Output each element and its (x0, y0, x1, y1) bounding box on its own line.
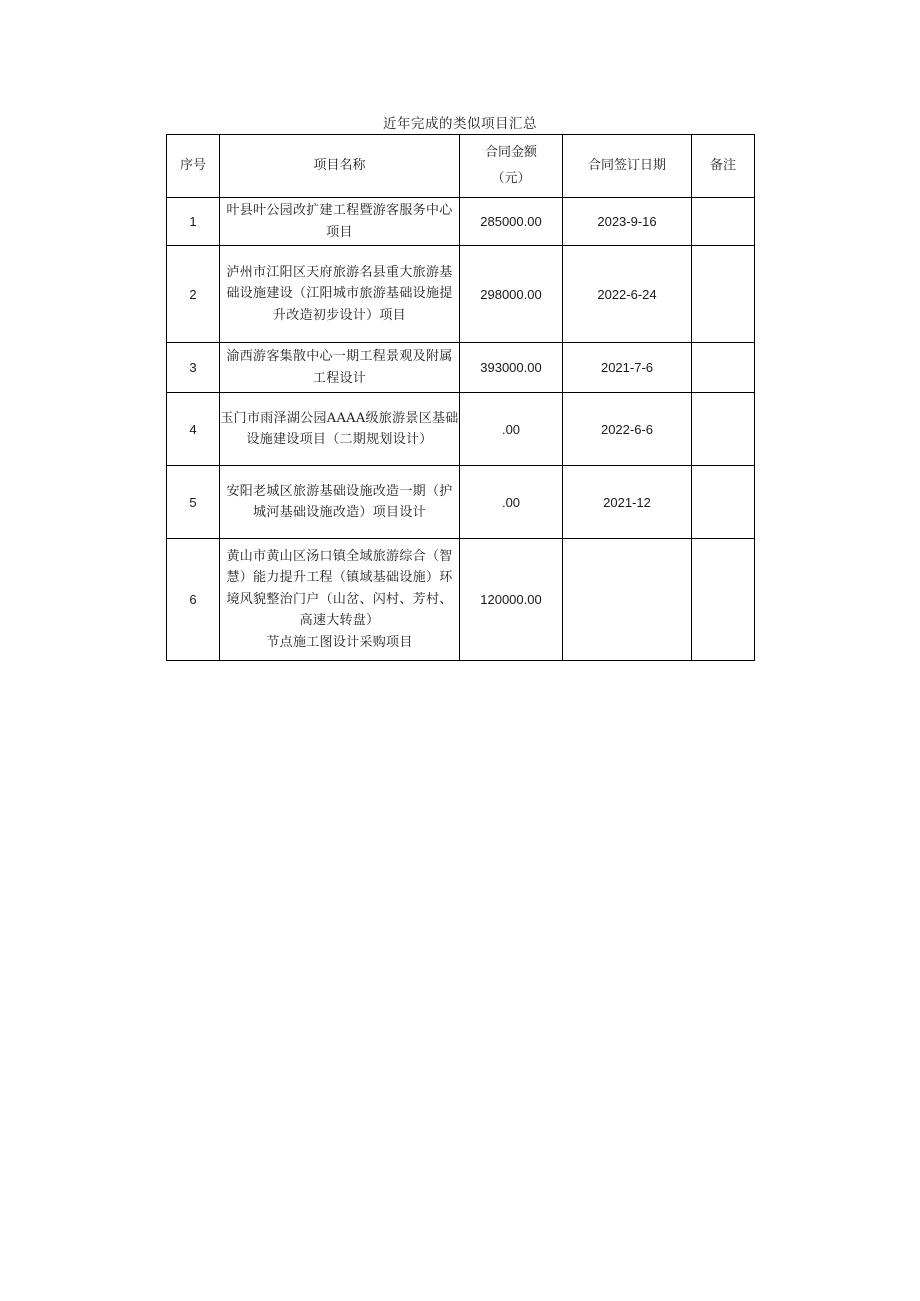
table-row (167, 246, 755, 343)
row-seq: 1 (167, 198, 220, 246)
row-sign-date: 2021-12 (563, 466, 692, 539)
row-sign-date: 2022-6-24 (563, 246, 692, 343)
row-project-name: 渝西游客集散中心一期工程景观及附属工程设计 (220, 343, 460, 393)
row-sign-date: 2021-7-6 (563, 343, 692, 393)
row-seq: 2 (167, 246, 220, 343)
header-project-name: 项目名称 (220, 135, 460, 198)
header-seq: 序号 (167, 135, 220, 198)
row-amount: .00 (460, 466, 563, 539)
row-project-name: 叶县叶公园改扩建工程暨游客服务中心项目 (220, 198, 460, 246)
table-row (167, 343, 755, 393)
row-amount: 285000.00 (460, 198, 563, 246)
table-row (167, 466, 755, 539)
header-contract-amount (460, 135, 563, 198)
row-project-name: 玉门市雨泽湖公园AAAA级旅游景区基础设施建设项目（二期规划设计） (220, 393, 460, 466)
table-row (167, 393, 755, 466)
project-summary-table (166, 134, 755, 661)
row-seq: 4 (167, 393, 220, 466)
table-row (167, 198, 755, 246)
row-sign-date (563, 539, 692, 661)
row-amount: .00 (460, 393, 563, 466)
header-remark: 备注 (692, 135, 755, 198)
row-project-name-main: 黄山市黄山区汤口镇全域旅游综合（智慧）能力提升工程（镇域基础设施）环境风貌整治门户（山岔、闪村、芳村、高速大转盘） (226, 548, 453, 629)
row-amount: 120000.00 (460, 539, 563, 661)
row-project-name (220, 539, 460, 661)
row-project-name: 安阳老城区旅游基础设施改造一期（护城河基础设施改造）项目设计 (220, 466, 460, 539)
row-remark (692, 198, 755, 246)
row-seq: 5 (167, 466, 220, 539)
row-project-name-tail: 节点施工图设计采购项目 (266, 634, 413, 650)
row-sign-date: 2023-9-16 (563, 198, 692, 246)
table-row (167, 539, 755, 661)
header-amount-label: 合同金额 (484, 145, 537, 160)
header-sign-date: 合同签订日期 (563, 135, 692, 198)
row-seq: 6 (167, 539, 220, 661)
row-seq: 3 (167, 343, 220, 393)
row-remark (692, 466, 755, 539)
header-row (167, 135, 755, 198)
row-remark (692, 393, 755, 466)
header-amount-unit: （元） (491, 171, 531, 186)
row-amount: 393000.00 (460, 343, 563, 393)
row-remark (692, 246, 755, 343)
row-project-name: 泸州市江阳区天府旅游名县重大旅游基础设施建设（江阳城市旅游基础设施提升改造初步设计）项目 (220, 246, 460, 343)
row-remark (692, 343, 755, 393)
row-amount: 298000.00 (460, 246, 563, 343)
row-remark (692, 539, 755, 661)
document-title: 近年完成的类似项目汇总 (383, 116, 537, 132)
row-sign-date: 2022-6-6 (563, 393, 692, 466)
